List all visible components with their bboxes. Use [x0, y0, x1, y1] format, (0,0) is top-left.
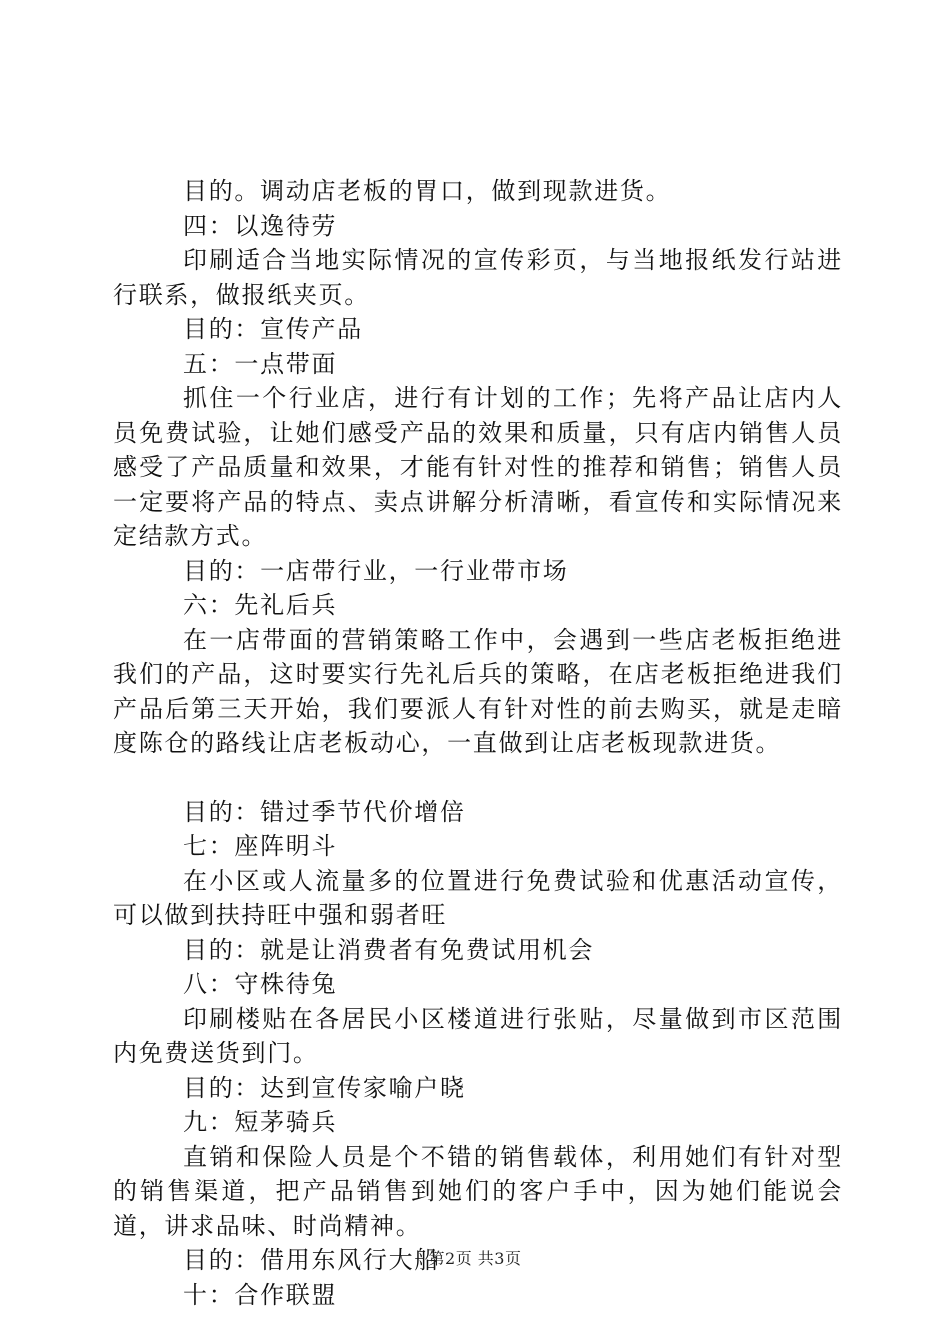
paragraph: 目的：一店带行业，一行业带市场 [183, 556, 569, 585]
section-heading: 八：守株待兔 [183, 970, 338, 998]
paragraph: 在小区或人流量多的位置进行免费试验和优惠活动宣传，可以做到扶持旺中强和弱者旺 [113, 866, 843, 929]
page-number-footer: 第2页 共3页 [428, 1249, 522, 1268]
paragraph: 目的：错过季节代价增倍 [183, 797, 466, 826]
paragraph: 目的：宣传产品 [183, 315, 363, 343]
paragraph: 目的：达到宣传家喻户晓 [183, 1073, 466, 1102]
document-body [113, 174, 843, 1312]
paragraph: 直销和保险人员是个不错的销售载体，利用她们有针对型的销售渠道，把产品销售到她们的客户手中，因为她们能说会道，讲求品味、时尚精神。 [113, 1142, 843, 1240]
section-heading: 六：先礼后兵 [183, 591, 338, 619]
section-heading: 五：一点带面 [183, 349, 338, 378]
section-heading: 四：以逸待劳 [183, 211, 338, 240]
section-heading: 七：座阵明斗 [183, 832, 338, 860]
paragraph: 目的。调动店老板的胃口，做到现款进货。 [183, 177, 672, 205]
paragraph: 在一店带面的营销策略工作中，会遇到一些店老板拒绝进我们的产品，这时要实行先礼后兵的策略，在店老板拒绝进我们产品后第三天开始，我们要派人有针对性的前去购买，就是走暗度陈仓的路线让店老板动心，一直做到让店老板现款进货。 [113, 625, 843, 757]
paragraph: 目的：借用东风行大船 [183, 1246, 440, 1274]
section-heading: 九：短茅骑兵 [183, 1108, 338, 1136]
paragraph: 印刷楼贴在各居民小区楼道进行张贴，尽量做到市区范围内免费送货到门。 [113, 1004, 843, 1067]
paragraph: 目的：就是让消费者有免费试用机会 [183, 935, 595, 964]
section-heading: 十：合作联盟 [183, 1280, 338, 1309]
paragraph: 印刷适合当地实际情况的宣传彩页，与当地报纸发行站进行联系，做报纸夹页。 [113, 246, 843, 309]
paragraph: 抓住一个行业店，进行有计划的工作；先将产品让店内人员免费试验，让她们感受产品的效果和质量，只有店内销售人员感受了产品质量和效果，才能有针对性的推荐和销售；销售人员一定要将产品的特点、卖点讲解分析清晰，看宣传和实际情况来定结款方式。 [113, 384, 843, 550]
